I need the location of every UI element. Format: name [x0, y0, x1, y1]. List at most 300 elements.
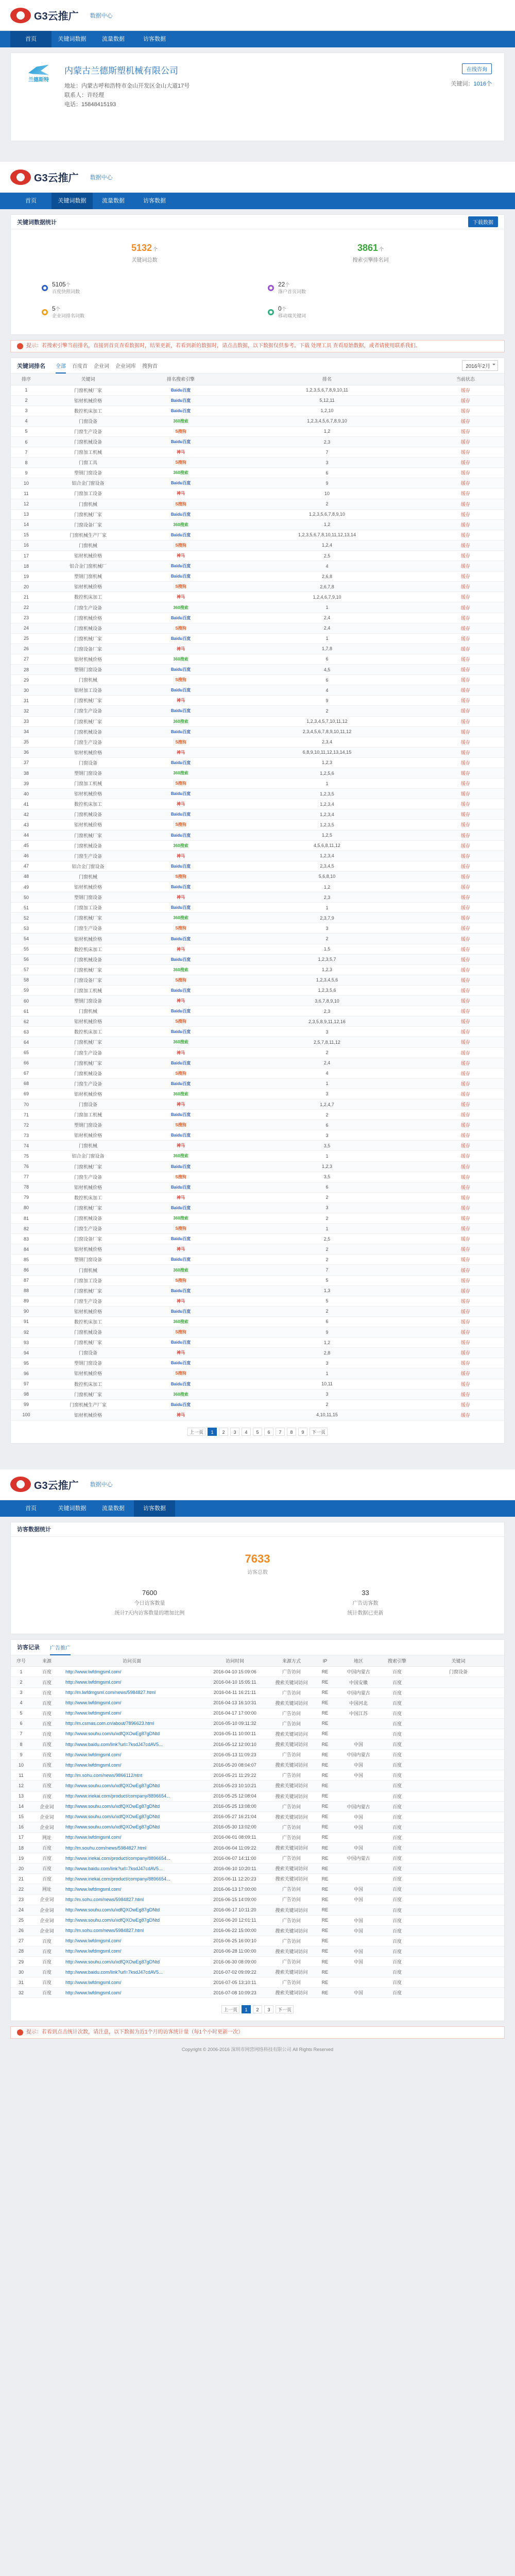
position-cell: 4,10,11,15	[227, 1410, 427, 1420]
status-cell: 缓存	[427, 840, 504, 851]
status-cell: 缓存	[427, 726, 504, 737]
col-header: 访问页面	[62, 1655, 201, 1667]
page-url-cell[interactable]: http://www.lwfdmgsml.com/	[62, 1977, 201, 1988]
engine-cell: 百度	[382, 1698, 413, 1708]
table-row	[11, 1006, 504, 1016]
tab-sogou[interactable]: 搜狗首	[142, 364, 158, 369]
table-row	[11, 1698, 504, 1708]
sogou-engine-icon: S搜狗	[175, 1123, 186, 1128]
nav-keywords[interactable]: 关键词数据	[52, 193, 93, 209]
nav-visitors[interactable]: 访客数据	[134, 1500, 175, 1517]
status-cell: 缓存	[427, 1006, 504, 1016]
rank-cell: 30	[11, 685, 42, 696]
rank-cell: 68	[11, 1078, 42, 1089]
page-url-cell[interactable]: http://www.lwfdmgsml.com/	[62, 1884, 201, 1894]
keyword-cell: 门窗机械	[42, 499, 134, 509]
page-button[interactable]: 4	[242, 1428, 251, 1436]
tab-enterprise-lib[interactable]: 企业词库	[115, 364, 136, 369]
engine-cell: 百度	[382, 1811, 413, 1822]
status-cell: 缓存	[427, 478, 504, 488]
region-cell: 中国	[335, 1894, 382, 1905]
page-button[interactable]: 上一页	[221, 2005, 239, 2013]
status-cell: 缓存	[427, 436, 504, 447]
rank-cell: 75	[11, 1151, 42, 1161]
page-url-cell[interactable]: http://www.souhu.com/u/xdfQXOwEg87gDNtd	[62, 1822, 201, 1832]
nav-traffic[interactable]: 流量数据	[102, 36, 125, 42]
page-url-cell[interactable]: http://www.souhu.com/u/xdfQXOwEg87gDNtd	[62, 1915, 201, 1925]
shenma-engine-icon: 神马	[177, 1050, 185, 1055]
page-url-cell[interactable]: http://www.souhu.com/u/xdfQXOwEg87gDNtd	[62, 1811, 201, 1822]
360-engine-icon: 360搜索	[173, 843, 188, 848]
rank-cell: 79	[11, 1192, 42, 1202]
address-label: 地址：	[64, 83, 81, 89]
page-button[interactable]: 上一页	[187, 1428, 205, 1436]
status-cell: 缓存	[427, 405, 504, 416]
position-cell: 2,5,7,8,11,12	[227, 1037, 427, 1047]
engine-cell	[134, 1255, 227, 1265]
index-cell: 14	[11, 1801, 31, 1811]
region-cell	[335, 1863, 382, 1874]
brand-logo[interactable]	[10, 8, 79, 23]
keyword-cell: 塑钢门窗设备	[42, 1358, 134, 1368]
table-row	[11, 1213, 504, 1224]
notice-text-2: 提示：若看到点击统计次数，请注意，以下数据为近1个月的访客统计量（每1个小时更新一次）	[26, 2029, 244, 2036]
keyword-cell	[413, 1957, 504, 1967]
ip-cell: RE	[315, 1801, 335, 1811]
table-row	[11, 1801, 504, 1811]
keyword-cell: 门窗机械	[42, 1006, 134, 1016]
rank-cell: 23	[11, 613, 42, 623]
ip-cell: RE	[315, 1915, 335, 1925]
rank-cell: 47	[11, 861, 42, 871]
position-cell: 1,2,3,4,5,6	[227, 975, 427, 985]
rank-cell: 87	[11, 1275, 42, 1285]
360-engine-icon: 360搜索	[173, 1319, 188, 1324]
page-url-cell[interactable]: http://m.csmas.com.cn/about/7896623.html	[62, 1718, 201, 1728]
ip-cell: RE	[315, 1698, 335, 1708]
table-row	[11, 540, 504, 550]
table-row	[11, 1728, 504, 1739]
table-row	[11, 809, 504, 820]
rank-cell: 92	[11, 1327, 42, 1337]
page-url-cell[interactable]: http://m.souhu.com/news/5984827.html	[62, 1842, 201, 1853]
source-cell: 百度	[31, 1698, 62, 1708]
table-row	[11, 830, 504, 840]
keyword-cell: 门窗机械厂家	[42, 633, 134, 643]
index-cell: 32	[11, 1988, 31, 1998]
keyword-cell	[413, 1687, 504, 1698]
status-cell: 缓存	[427, 571, 504, 582]
status-cell: 缓存	[427, 799, 504, 809]
keyword-cell: 门窗设备	[413, 1667, 504, 1677]
source-cell: 百度	[31, 1760, 62, 1770]
keyword-cell: 门窗生产设备	[42, 426, 134, 436]
keyword-cell: 门窗设备	[42, 1348, 134, 1358]
engine-cell: 百度	[382, 1863, 413, 1874]
page-url-cell[interactable]: http://www.iriekai.com/product/company/8896654...	[62, 1874, 201, 1884]
page-button[interactable]: 6	[264, 1428, 273, 1436]
table-row	[11, 633, 504, 643]
position-cell: 6	[227, 1316, 427, 1327]
page-url-cell[interactable]: http://m.lwfdmgsml.com/news/5984827.html	[62, 1687, 201, 1698]
region-cell	[335, 1977, 382, 1988]
tab-visit-record[interactable]: 访客记录	[17, 1645, 40, 1651]
tab-all[interactable]: 全部	[56, 362, 66, 374]
shenma-engine-icon: 神马	[177, 802, 185, 807]
ip-cell: RE	[315, 1781, 335, 1791]
engine-cell	[134, 706, 227, 716]
engine-cell	[134, 592, 227, 602]
source-cell: 百度	[31, 1728, 62, 1739]
top-bar-2	[0, 162, 515, 193]
table-row	[11, 1161, 504, 1172]
nav-home[interactable]: 首页	[25, 198, 37, 204]
table-row	[11, 1399, 504, 1410]
engine-cell	[134, 1058, 227, 1068]
baidu-engine-icon: Baidu百度	[170, 564, 191, 569]
keyword-cell: 铝材机械价格	[42, 1306, 134, 1316]
tab-baidu[interactable]: 百度首	[72, 364, 88, 369]
table-row	[11, 613, 504, 623]
page-url-cell[interactable]: http://www.souhu.com/u/xdfQXOwEg87gDNtd	[62, 1801, 201, 1811]
index-cell: 6	[11, 1718, 31, 1728]
month-select[interactable]: 2016年2月	[462, 360, 498, 371]
status-cell: 缓存	[427, 747, 504, 757]
rank-cell: 14	[11, 519, 42, 530]
keyword-cell: 门窗机械	[42, 675, 134, 685]
rank-cell: 70	[11, 1099, 42, 1109]
status-cell: 缓存	[427, 892, 504, 903]
page-url-cell[interactable]: http://www.iriekai.com/product/company/8896654...	[62, 1791, 201, 1801]
method-cell: 广告访问	[268, 1832, 315, 1842]
page-button[interactable]: 3	[264, 2005, 273, 2013]
shenma-engine-icon: 神马	[177, 1143, 185, 1148]
rank-cell: 91	[11, 1316, 42, 1327]
keyword-stats-card	[10, 214, 505, 335]
rank-cell: 85	[11, 1255, 42, 1265]
page-url-cell[interactable]: http://www.lwfdmgsml.com/	[62, 1832, 201, 1842]
source-cell: 百度	[31, 1739, 62, 1750]
page-button[interactable]: 7	[276, 1428, 285, 1436]
page-url-cell[interactable]: http://www.lwfdmgsml.com/	[62, 1667, 201, 1677]
keyword-cell: 门窗机械设备	[42, 954, 134, 964]
table-row	[11, 778, 504, 789]
keyword-cell	[413, 1791, 504, 1801]
position-cell: 3,6,7,8,9,10	[227, 996, 427, 1006]
position-cell: 1	[227, 602, 427, 613]
index-cell: 2	[11, 1677, 31, 1687]
table-row	[11, 1275, 504, 1285]
status-cell: 缓存	[427, 716, 504, 726]
region-cell: 中国	[335, 1760, 382, 1770]
page-url-cell[interactable]: http://www.lwfdmgsml.com/	[62, 1708, 201, 1718]
engine-cell	[134, 1006, 227, 1016]
engine-cell	[134, 851, 227, 861]
rank-cell: 67	[11, 1068, 42, 1078]
tab-enterprise[interactable]: 企业词	[94, 364, 109, 369]
table-row	[11, 696, 504, 706]
keyword-cell: 门窗设备厂家	[42, 1234, 134, 1244]
table-row	[11, 1255, 504, 1265]
rank-cell: 90	[11, 1306, 42, 1316]
status-cell: 缓存	[427, 416, 504, 426]
circle-icon	[268, 309, 274, 315]
keyword-cell: 门窗生产设备	[42, 602, 134, 613]
keyword-cell: 门窗机械	[42, 540, 134, 550]
position-cell: 2	[227, 1255, 427, 1265]
engine-cell	[134, 1130, 227, 1141]
table-row	[11, 1244, 504, 1255]
page-url-cell[interactable]: http://www.souhu.com/u/xdfQXOwEg87gDNtd	[62, 1781, 201, 1791]
keyword-cell: 数控机床加工	[42, 799, 134, 809]
region-cell	[335, 1936, 382, 1946]
consult-button[interactable]: 在线咨询	[462, 63, 492, 74]
360-engine-icon: 360搜索	[173, 470, 188, 476]
page-button[interactable]: 2	[253, 2005, 262, 2013]
notice-banner-2	[10, 2026, 505, 2039]
keyword-cell: 门窗机械厂家	[42, 1285, 134, 1296]
engine-cell	[134, 1275, 227, 1285]
page-button[interactable]: 9	[298, 1428, 307, 1436]
keyword-cell: 门窗机械设备	[42, 726, 134, 737]
ip-cell: RE	[315, 1822, 335, 1832]
rank-cell: 76	[11, 1161, 42, 1172]
page-url-cell[interactable]: http://www.lwfdmgsml.com/	[62, 1677, 201, 1687]
table-row	[11, 405, 504, 416]
page-url-cell[interactable]: http://www.lwfdmgsml.com/	[62, 1946, 201, 1956]
mini-stat-label: 移动端关键词	[278, 313, 306, 318]
page-url-cell[interactable]: http://www.souhu.com/u/xdfQXOwEg87gDNtd	[62, 1728, 201, 1739]
baidu-engine-icon: Baidu百度	[170, 532, 191, 537]
time-cell: 2016-05-10 09:11:32	[201, 1718, 268, 1728]
baidu-engine-icon: Baidu百度	[170, 1381, 191, 1386]
region-cell	[335, 1905, 382, 1915]
page-url-cell[interactable]: http://www.baidu.com/link?url=7ksdJ47cdAV5...	[62, 1739, 201, 1750]
time-cell: 2016-06-01 08:09:11	[201, 1832, 268, 1842]
page-button[interactable]: 下一页	[276, 2005, 294, 2013]
page-button[interactable]: 1	[242, 2005, 251, 2013]
keyword-cell: 门窗生产设备	[42, 1296, 134, 1306]
rank-cell: 12	[11, 499, 42, 509]
shenma-engine-icon: 神马	[177, 553, 185, 558]
status-cell: 缓存	[427, 1337, 504, 1348]
table-row	[11, 716, 504, 726]
page-url-cell[interactable]: http://www.iriekai.com/product/company/8896654...	[62, 1853, 201, 1863]
status-cell: 缓存	[427, 1379, 504, 1389]
page-url-cell[interactable]: http://www.lwfdmgsml.com/	[62, 1988, 201, 1998]
engine-cell	[134, 1244, 227, 1255]
ad-visitors-sub: 统计数据已更新	[347, 1610, 384, 1616]
nav-home[interactable]: 首页	[10, 31, 52, 47]
page-url-cell[interactable]: http://www.souhu.com/u/xdfQXOwEg87gDNtd	[62, 1905, 201, 1915]
index-cell: 4	[11, 1698, 31, 1708]
table-row	[11, 447, 504, 457]
main-nav-2	[0, 193, 515, 209]
page-url-cell[interactable]: http://m.sohu.com/news/5984827.html	[62, 1925, 201, 1936]
table-row	[11, 436, 504, 447]
status-cell: 缓存	[427, 985, 504, 995]
page-url-cell[interactable]: http://www.lwfdmgsml.com/	[62, 1936, 201, 1946]
engine-cell	[134, 861, 227, 871]
status-cell: 缓存	[427, 696, 504, 706]
engine-cell	[134, 1306, 227, 1316]
table-row	[11, 1110, 504, 1120]
page-button[interactable]: 下一页	[310, 1428, 328, 1436]
position-cell: 2,3	[227, 436, 427, 447]
tab-ad-promo[interactable]: 广告推广	[50, 1643, 71, 1655]
index-cell: 31	[11, 1977, 31, 1988]
time-cell: 2016-05-12 12:00:10	[201, 1739, 268, 1750]
keyword-cell: 门窗设备	[42, 416, 134, 426]
keyword-cell: 门窗机械厂家	[42, 1161, 134, 1172]
nav-visitors[interactable]: 访客数据	[143, 36, 166, 42]
page-button[interactable]: 2	[219, 1428, 228, 1436]
position-cell: 1,2,3,4	[227, 851, 427, 861]
status-cell: 缓存	[427, 540, 504, 550]
keyword-cell: 铝合金门窗设备	[42, 1151, 134, 1161]
method-cell: 广告访问	[268, 1718, 315, 1728]
shenma-engine-icon: 神马	[177, 450, 185, 455]
page-url-cell[interactable]: http://www.lwfdmgsml.com/	[62, 1750, 201, 1760]
table-row	[11, 1130, 504, 1141]
sogou-engine-icon: S搜狗	[175, 1330, 186, 1335]
ip-cell: RE	[315, 1957, 335, 1967]
brand-logo-2[interactable]	[10, 170, 79, 185]
status-cell: 缓存	[427, 1037, 504, 1047]
page-url-cell[interactable]: http://www.lwfdmgsml.com/	[62, 1698, 201, 1708]
page-button[interactable]: 3	[230, 1428, 239, 1436]
status-cell: 缓存	[427, 561, 504, 571]
status-cell: 缓存	[427, 633, 504, 643]
time-cell: 2016-06-04 11:09:22	[201, 1842, 268, 1853]
time-cell: 2016-07-02 09:09:22	[201, 1967, 268, 1977]
page-url-cell[interactable]: http://m.sohu.com/news/5984827.html	[62, 1894, 201, 1905]
status-cell: 缓存	[427, 1234, 504, 1244]
engine-cell	[134, 613, 227, 623]
ranked-keywords-stat	[258, 238, 484, 268]
table-row	[11, 820, 504, 830]
page-url-cell[interactable]: http://www.souhu.com/u/xdfQXOwEg87gDNtd	[62, 1957, 201, 1967]
page-url-cell[interactable]: http://www.lwfdmgsml.com/	[62, 1760, 201, 1770]
table-row	[11, 1037, 504, 1047]
company-logo	[23, 63, 54, 84]
keyword-cell: 塑钢门窗设备	[42, 768, 134, 778]
engine-cell	[134, 1337, 227, 1348]
table-row	[11, 726, 504, 737]
engine-cell	[134, 799, 227, 809]
method-cell: 广告访问	[268, 1801, 315, 1811]
position-cell: 2	[227, 1192, 427, 1202]
page-url-cell[interactable]: http://m.sohu.com/news/9866112/ntnt	[62, 1770, 201, 1781]
keyword-cell: 铝材机械价格	[42, 551, 134, 561]
sogou-engine-icon: S搜狗	[175, 739, 186, 744]
position-cell: 2	[227, 1047, 427, 1058]
position-cell: 1,2,3,4,5,6,7,8,9,10	[227, 416, 427, 426]
table-row	[11, 1925, 504, 1936]
status-cell: 缓存	[427, 530, 504, 540]
keyword-cell: 门窗工具	[42, 457, 134, 468]
table-row	[11, 571, 504, 582]
keyword-cell: 门窗机械厂家	[42, 385, 134, 395]
rank-cell: 98	[11, 1389, 42, 1399]
region-cell	[335, 1728, 382, 1739]
keyword-cell: 门窗生产设备	[42, 1172, 134, 1182]
index-cell: 1	[11, 1667, 31, 1677]
baidu-engine-icon: Baidu百度	[170, 512, 191, 517]
page-button[interactable]: 8	[287, 1428, 296, 1436]
table-row	[11, 685, 504, 696]
nav-visitors[interactable]: 访客数据	[143, 198, 166, 204]
sogou-engine-icon: S搜狗	[175, 874, 186, 879]
download-button[interactable]: 下载数据	[468, 216, 498, 227]
engine-cell	[134, 1110, 227, 1120]
method-cell: 搜索关键词访问	[268, 1946, 315, 1956]
table-row	[11, 1296, 504, 1306]
nav-traffic[interactable]: 流量数据	[102, 1505, 125, 1512]
status-cell: 缓存	[427, 820, 504, 830]
index-cell: 15	[11, 1811, 31, 1822]
engine-cell	[134, 685, 227, 696]
status-cell: 缓存	[427, 665, 504, 675]
keyword-cell: 门窗机械	[42, 1141, 134, 1151]
keyword-cell: 铝材机械价格	[42, 934, 134, 944]
region-cell: 中国	[335, 1925, 382, 1936]
nav-keywords[interactable]: 关键词数据	[58, 36, 87, 42]
nav-traffic[interactable]: 流量数据	[102, 198, 125, 204]
nav-keywords[interactable]: 关键词数据	[58, 1505, 87, 1512]
page-button[interactable]: 1	[208, 1428, 217, 1436]
engine-cell	[134, 654, 227, 664]
engine-cell	[134, 903, 227, 913]
page-button[interactable]: 5	[253, 1428, 262, 1436]
baidu-engine-icon: Baidu百度	[170, 812, 191, 817]
brand-logo-3[interactable]	[10, 1477, 79, 1492]
position-cell: 7	[227, 447, 427, 457]
page-url-cell[interactable]: http://www.baidu.com/link?url=7ksdJ47cdAV5...	[62, 1967, 201, 1977]
baidu-engine-icon: Baidu百度	[170, 1257, 191, 1262]
position-cell: 5	[227, 1275, 427, 1285]
time-cell: 2016-05-27 16:21:04	[201, 1811, 268, 1822]
page-url-cell[interactable]: http://www.baidu.com/link?url=7ksdJ47cdAV5...	[62, 1863, 201, 1874]
method-cell: 广告访问	[268, 1977, 315, 1988]
nav-home[interactable]: 首页	[25, 1505, 37, 1512]
position-cell: 2,3,4,5	[227, 861, 427, 871]
ip-cell: RE	[315, 1760, 335, 1770]
360-engine-icon: 360搜索	[173, 916, 188, 921]
source-cell: 百度	[31, 1874, 62, 1884]
sogou-engine-icon: S搜狗	[175, 1019, 186, 1024]
engine-cell	[134, 696, 227, 706]
col-header: 排名搜索引擎	[134, 374, 227, 385]
rank-cell: 29	[11, 675, 42, 685]
status-cell: 缓存	[427, 1348, 504, 1358]
position-cell: 1,2,3	[227, 1161, 427, 1172]
baidu-engine-icon: Baidu百度	[170, 988, 191, 993]
status-cell: 缓存	[427, 613, 504, 623]
time-cell: 2016-05-11 10:00:11	[201, 1728, 268, 1739]
rank-cell: 69	[11, 1089, 42, 1099]
engine-cell	[134, 757, 227, 768]
rank-cell: 80	[11, 1202, 42, 1213]
keyword-cell: 门窗机械设备	[42, 809, 134, 820]
position-cell: 4,5,6,8,11,12	[227, 840, 427, 851]
ip-cell: RE	[315, 1884, 335, 1894]
position-cell: 1	[227, 778, 427, 789]
table-row	[11, 789, 504, 799]
engine-cell	[134, 385, 227, 395]
baidu-engine-icon: Baidu百度	[170, 1081, 191, 1086]
method-cell: 广告访问	[268, 1708, 315, 1718]
